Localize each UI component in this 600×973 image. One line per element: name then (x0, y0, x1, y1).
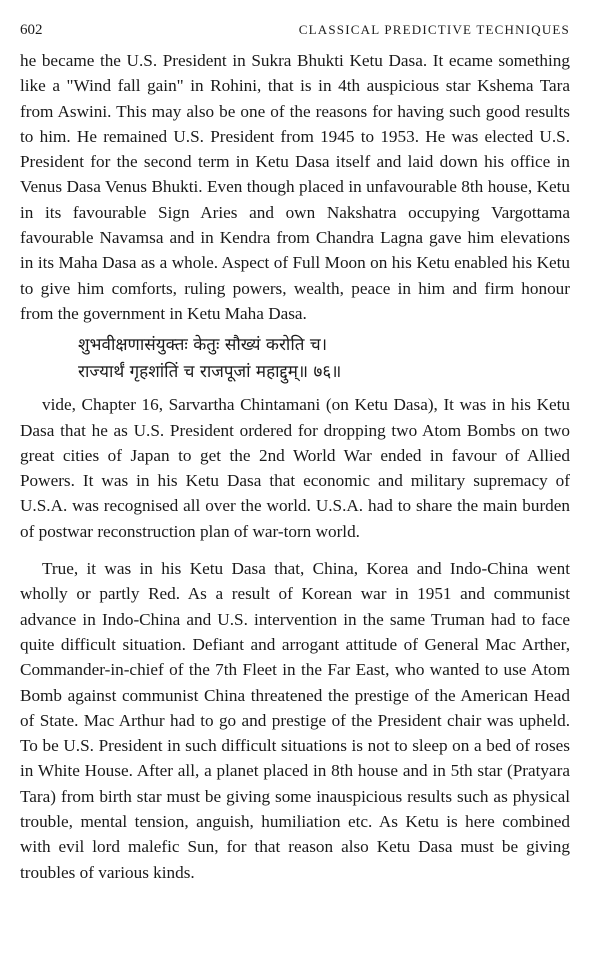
body-text (20, 48, 570, 885)
running-title: CLASSICAL PREDICTIVE TECHNIQUES (298, 22, 570, 37)
paragraph-gap (20, 544, 570, 556)
page-header (20, 22, 570, 48)
paragraph-2: vide, Chapter 16, Sarvartha Chintamani (on Ketu Dasa), It was in his Ketu Dasa that he as U.S. President ordered for dropping two Atom Bombs on two great cities of Japan to get the 2nd World War ended in favour of Allied Powers. It was in his Ketu Dasa that economic and military supremacy of U.S.A. was recognised all over the world. U.S.A. had to share the main burden of postwar reconstruction plan of war-torn world. (20, 395, 570, 541)
verse-line-1: शुभवीक्षणासंयुक्तः केतुः सौख्यं करोति च। (78, 335, 328, 356)
paragraph-3: True, it was in his Ketu Dasa that, China, Korea and Indo-China went wholly or partly Red. As a result of Korean war in 1951 and communist advance in Indo-China and U.S. intervention in the same Truman had to face quite difficult situation. Defiant and arrogant attitude of General Mac Arther, Commander-in-chief of the 7th Fleet in the Far East, who wanted to use Atom Bomb against communist China threatened the prestige of the American Head of State. Mac Arthur had to go and prestige of the President chair was upheld. To be U.S. President in such difficult situations is not to sleep on a bed of roses in White House. After all, a planet placed in 8th house and in 5th star (Pratyara Tara) from birth star must be giving some inauspicious results such as physical trouble, mental tension, anguish, humiliation etc. As Ketu is here combined with evil lord malefic Sun, for that reason also Ketu Dasa must be giving troubles of various kinds. (20, 559, 570, 882)
page-number: 602 (20, 22, 43, 38)
verse-line-2: राज्यार्थं गृहशांतिं च राजपूजां महाद्दुम्॥ ७६॥ (78, 362, 342, 383)
paragraph-1: he became the U.S. President in Sukra Bhukti Ketu Dasa. It ecame something like a "Wind fall gain" in Rohini, that is in 4th auspicious star Kshema Tara from Aswini. This may also be one of the reasons for having such good results to him. He remained U.S. President from 1945 to 1953. He was elected U.S. President for the second term in Ketu Dasa itself and laid down his office in Venus Dasa Venus Bhukti. Even though placed in unfavourable 8th house, Ketu in its favourable Sign Aries and own Nakshatra occupying Vargottama favourable Navamsa and in Kendra from Chandra Lagna gave him elevations in its Maha Dasa as a whole. Aspect of Full Moon on his Ketu enabled his Ketu to give him comforts, ruling powers, wealth, peace in him and firm honour from the government in Ketu Maha Dasa. (20, 51, 570, 323)
sanskrit-verse (78, 332, 570, 386)
